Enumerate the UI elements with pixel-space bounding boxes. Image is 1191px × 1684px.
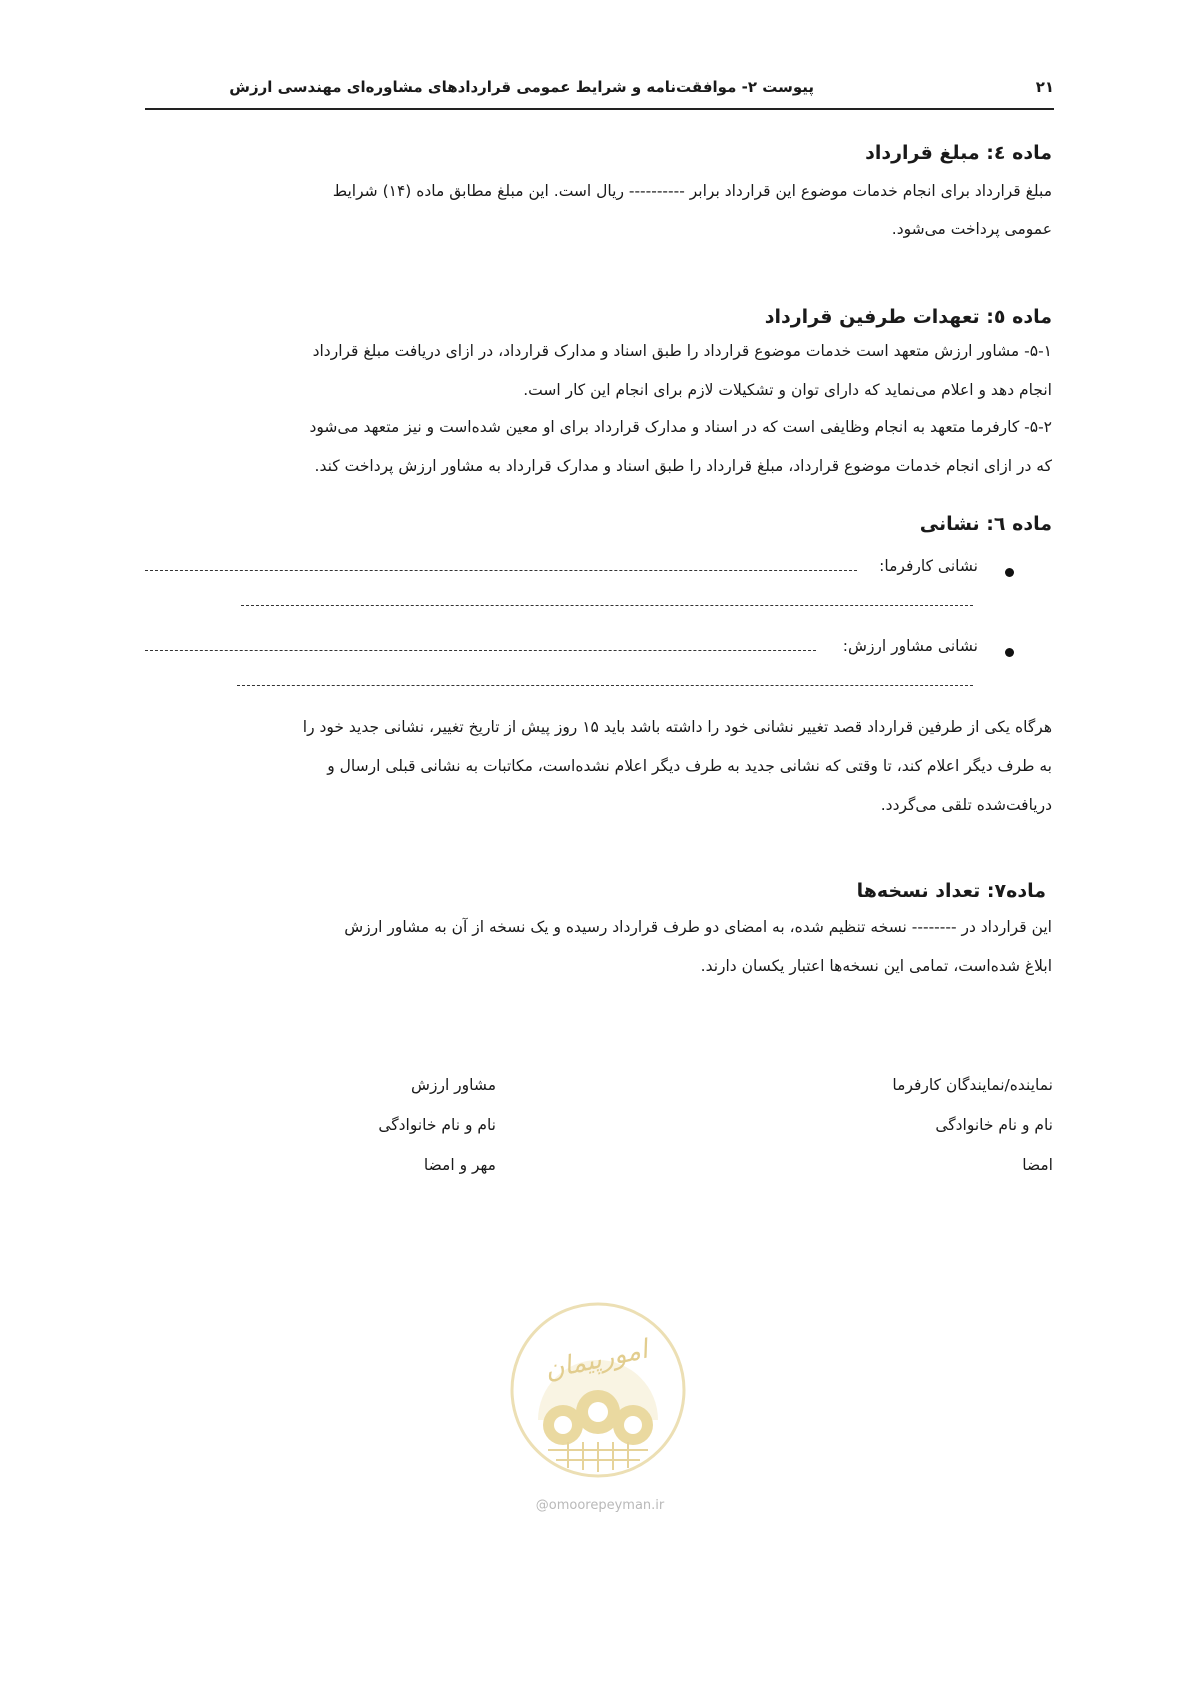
employer-name-label: نام و نام خانوادگی [935, 1116, 1053, 1134]
article-4-line-1: مبلغ قرارداد برای انجام خدمات موضوع این قرارداد برابر ---------- ریال است. این مبلغ مطابق ماده (۱۴) شرایط [332, 182, 1052, 200]
address-change-note-line-1: هرگاه یکی از طرفین قرارداد قصد تغییر نشانی خود را داشته باشد باید ۱۵ روز پیش از تاریخ تغییر، نشانی جدید خود را [302, 718, 1052, 736]
employer-address-blank-line-1[interactable] [145, 570, 857, 571]
consultant-sign-label: مهر و امضا [423, 1156, 496, 1174]
article-5-item-1-line-2: انجام دهد و اعلام می‌نماید که دارای توان و تشکیلات لازم برای انجام این کار است. [523, 381, 1052, 399]
consultant-address-blank-line-1[interactable] [145, 650, 816, 651]
consultant-address-blank-line-2[interactable] [237, 685, 973, 686]
watermark-logo-text: امورپیمان [542, 1334, 651, 1386]
watermark-url: @omoorepeyman.ir [535, 1498, 665, 1513]
employer-address-blank-line-2[interactable] [241, 605, 973, 606]
consultant-address-row [145, 637, 1052, 667]
page-number: ۲۱ [1035, 78, 1054, 96]
employer-sign-label: امضا [1022, 1156, 1053, 1174]
article-4-line-2: عمومی پرداخت می‌شود. [891, 220, 1052, 238]
page-header [145, 68, 1054, 110]
address-change-note-line-3: دریافت‌شده تلقی می‌گردد. [880, 796, 1052, 814]
bullet-icon [1005, 568, 1014, 577]
consultant-signature-block [378, 1065, 496, 1185]
address-change-note-line-2: به طرف دیگر اعلام کند، تا وقتی که نشانی جدید به طرف دیگر اعلام نشده‌است، مکاتبات به نشانی قبلی ارسال و [327, 757, 1052, 775]
article-5-heading: ماده ٥: تعهدات طرفین قرارداد [764, 306, 1052, 328]
article-5-item-1-line-1: ۵-۱- مشاور ارزش متعهد است خدمات موضوع قرارداد را طبق اسناد و مدارک قرارداد، در ازای دریافت مبلغ قرارداد [312, 342, 1052, 360]
watermark-logo-icon [508, 1300, 688, 1480]
employer-signature-block [892, 1065, 1053, 1185]
article-4-heading: ماده ٤: مبلغ قرارداد [865, 142, 1052, 164]
employer-representative-title: نماینده/نمایندگان کارفرما [892, 1076, 1053, 1094]
article-5-item-2-line-1: ۵-۲- کارفرما متعهد به انجام وظایفی است که در اسناد و مدارک قرارداد برای او معین شده‌است و نیز متعهد می‌شود [309, 418, 1052, 436]
article-6-heading: ماده ٦: نشانی [919, 513, 1052, 535]
article-5-item-2-line-2: که در ازای انجام خدمات موضوع قرارداد، مبلغ قرارداد را طبق اسناد و مدارک قرارداد به مشاور ارزش پرداخت کند. [314, 457, 1052, 475]
employer-address-row [145, 557, 1052, 587]
employer-address-label: نشانی کارفرما: [879, 557, 978, 575]
bullet-icon [1005, 648, 1014, 657]
consultant-address-label: نشانی مشاور ارزش: [842, 637, 978, 655]
header-title: پیوست ۲- موافقت‌نامه و شرایط عمومی قراردادهای مشاوره‌ای مهندسی ارزش [229, 78, 814, 96]
consultant-name-label: نام و نام خانوادگی [378, 1116, 496, 1134]
article-7-line-1: این قرارداد در -------- نسخه تنظیم شده، به امضای دو طرف قرارداد رسیده و یک نسخه از آن به مشاور ارزش [344, 918, 1052, 936]
article-7-heading: ماده۷: تعداد نسخه‌ها [856, 880, 1046, 902]
consultant-title: مشاور ارزش [411, 1076, 496, 1094]
article-7-line-2: ابلاغ شده‌است، تمامی این نسخه‌ها اعتبار یکسان دارند. [700, 957, 1052, 975]
